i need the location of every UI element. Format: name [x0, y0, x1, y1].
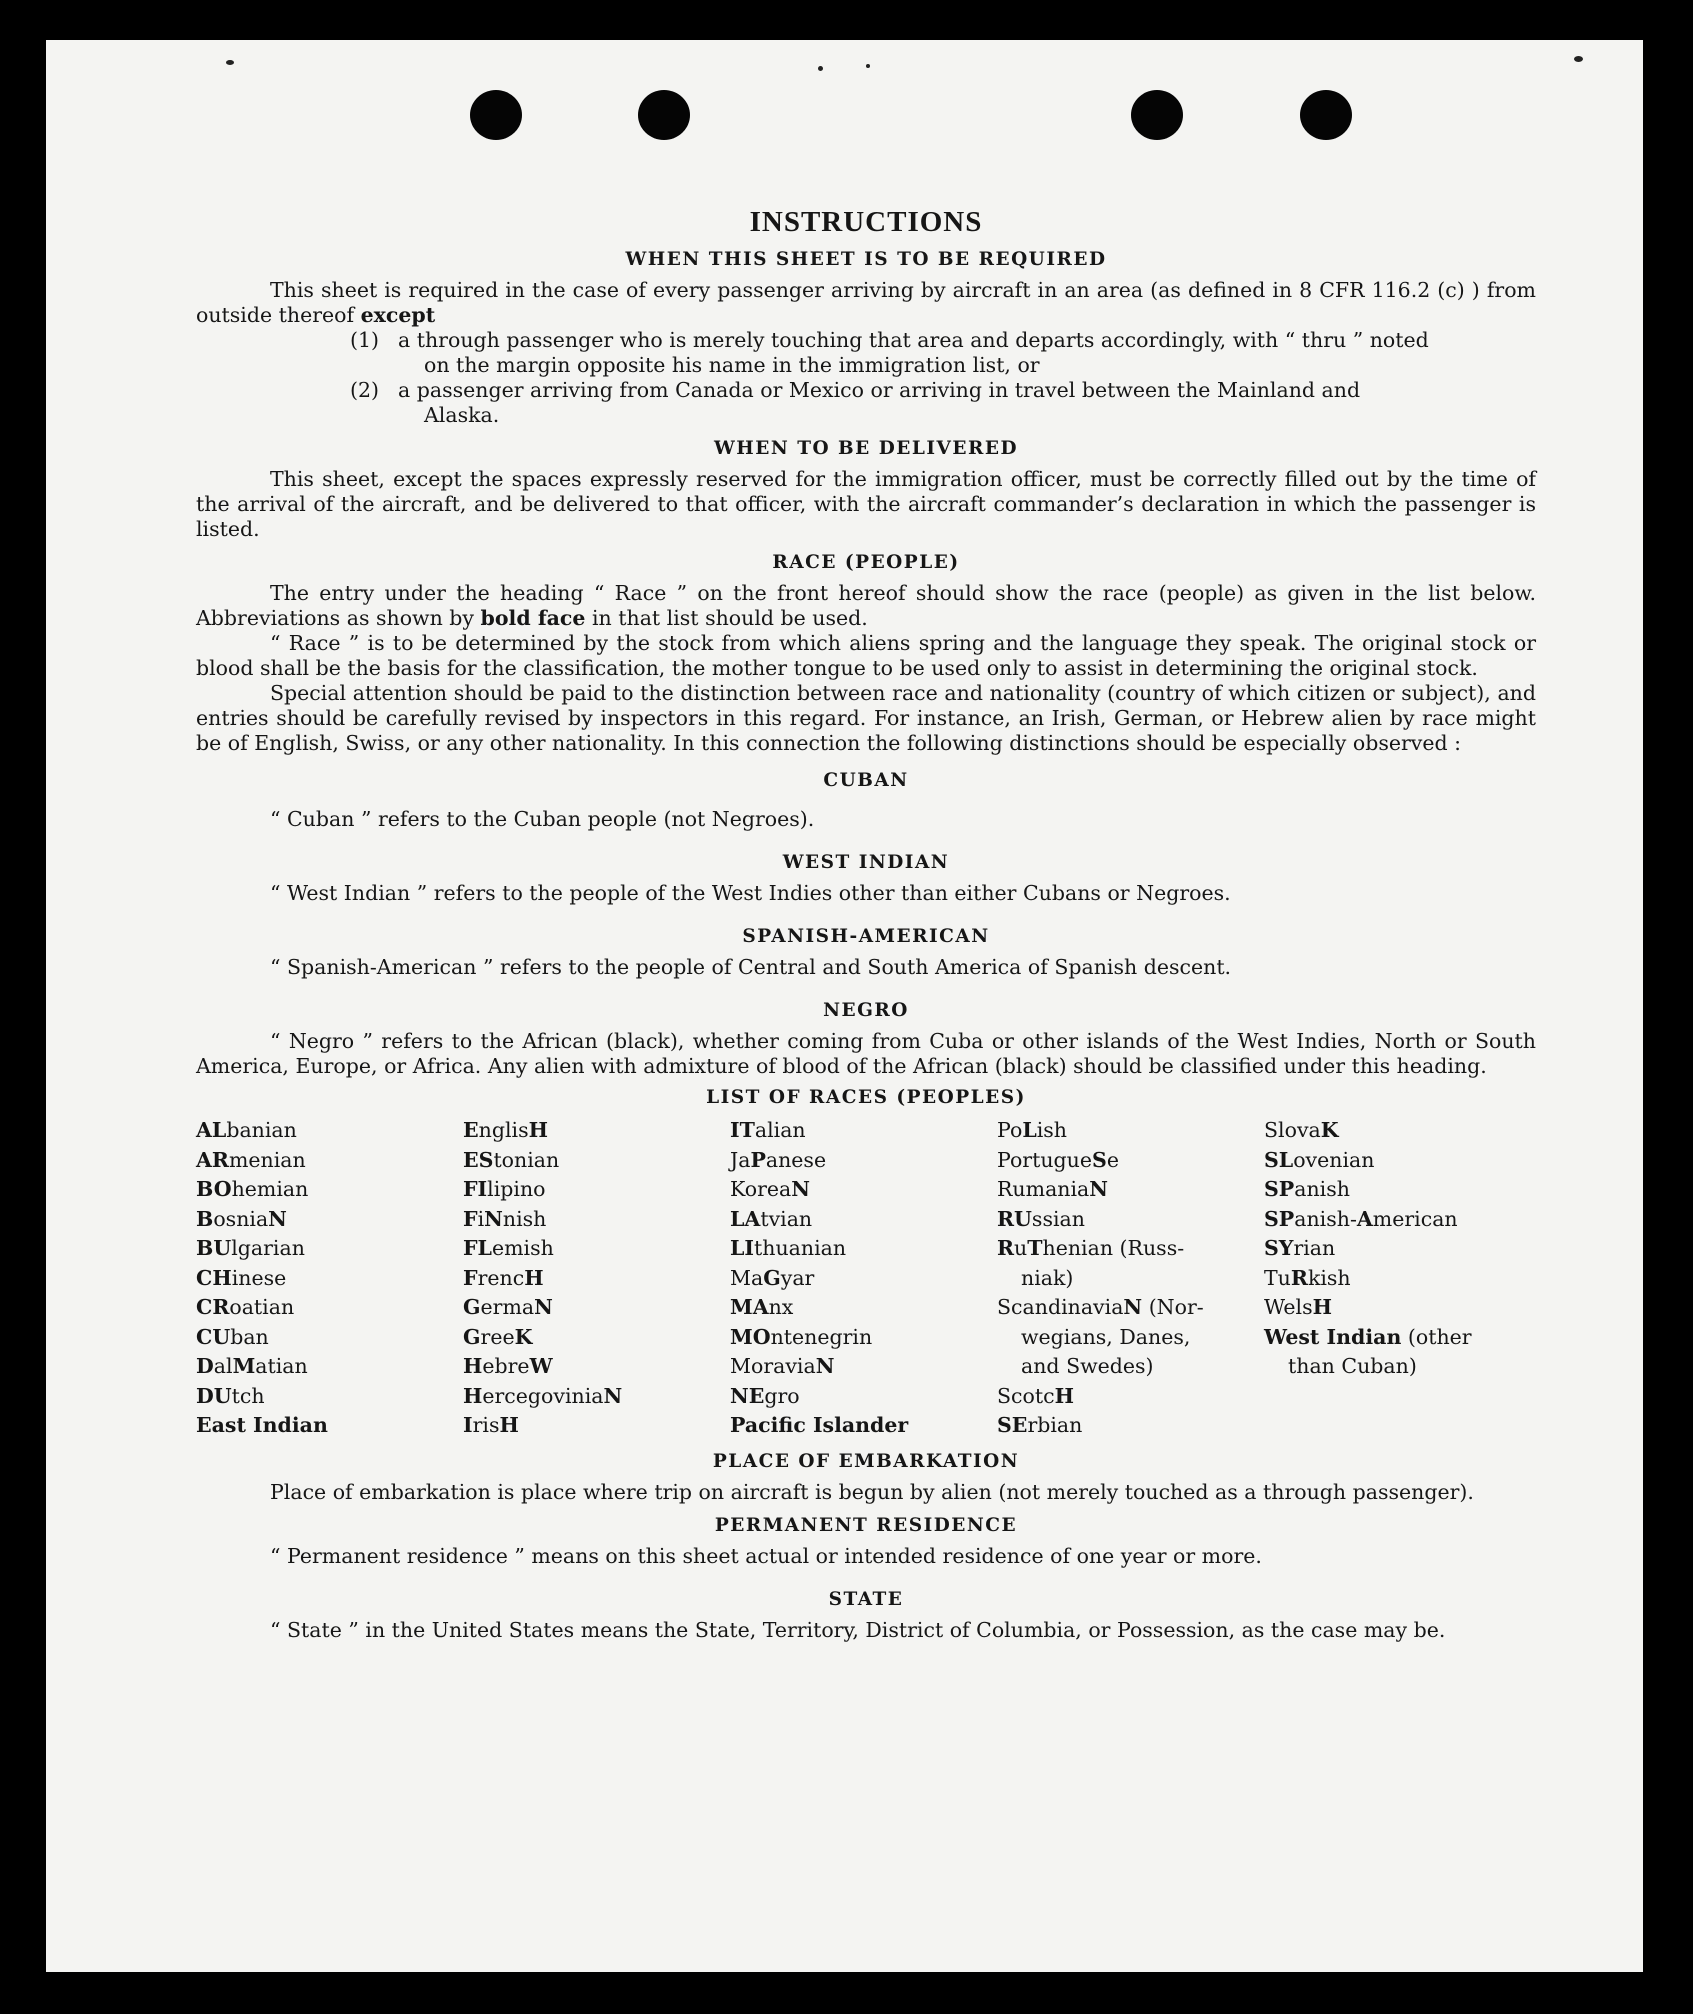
race-entry: RumaniaN — [997, 1177, 1109, 1201]
race-entry: LIthuanian — [730, 1236, 847, 1260]
race-entry: CRoatian — [196, 1295, 295, 1319]
race-entry: TuRkish — [1264, 1265, 1351, 1290]
paragraph: “ State ” in the United States means the State, Territory, District of Columbia, or Possession, as the case may be. — [270, 1617, 1446, 1642]
races-column — [1264, 1116, 1531, 1441]
race-entry: MaGyar — [730, 1265, 815, 1290]
paragraph: “ Permanent residence ” means on this sheet actual or intended residence of one year or more. — [270, 1543, 1262, 1568]
paragraph: Place of embarkation is place where trip on aircraft is begun by alien (not merely touched as a through passenger). — [270, 1479, 1474, 1504]
punch-hole — [638, 90, 690, 140]
race-entry: West Indian (other — [1264, 1324, 1472, 1349]
paragraph: This sheet, except the spaces expressly reserved for the immigration officer, must be correctly filled out by the time of the arrival of the aircraft, and be delivered to that officer, with the aircraft commander’s declaration in which the passenger is listed. — [196, 467, 1536, 541]
section-heading: RACE (PEOPLE) — [772, 552, 960, 573]
paragraph: “ Spanish-American ” refers to the people of Central and South America of Spanish descent. — [270, 955, 1232, 979]
race-entry: PoLish — [997, 1118, 1068, 1142]
race-entry-continued: wegians, Danes, — [1021, 1324, 1191, 1349]
race-entry: FrencH — [463, 1265, 544, 1290]
paragraph: This sheet is required in the case of every passenger arriving by aircraft in an area (as defined in 8 CFR 116.2 (c) ) from outside thereof except — [196, 278, 1536, 327]
race-entry: SErbian — [997, 1413, 1083, 1437]
race-entry: ITalian — [730, 1118, 806, 1142]
section-heading: WEST INDIAN — [782, 852, 950, 873]
race-entry: MAnx — [730, 1295, 794, 1319]
paragraph: “ West Indian ” refers to the people of the West Indies other than either Cubans or Negroes. — [270, 881, 1231, 905]
punch-hole — [470, 90, 522, 140]
race-entry: MoraviaN — [730, 1354, 835, 1378]
race-entry: ScotcH — [997, 1383, 1074, 1408]
race-entry: WelsH — [1264, 1295, 1332, 1319]
race-entry: ScandinaviaN (Nor- — [997, 1295, 1204, 1319]
speck — [1574, 56, 1583, 62]
race-entry: FiNnish — [463, 1206, 547, 1231]
races-column — [196, 1116, 463, 1441]
paragraph: The entry under the heading “ Race ” on the front hereof should show the race (people) as given in the list below. Abbreviations as shown by bold face in that list should be used. — [196, 581, 1536, 630]
race-entry: FLemish — [463, 1236, 554, 1260]
race-entry-continued: and Swedes) — [1021, 1354, 1154, 1378]
section-heading: WHEN THIS SHEET IS TO BE REQUIRED — [625, 249, 1107, 270]
section-heading: SPANISH-AMERICAN — [742, 926, 990, 947]
races-column — [463, 1116, 730, 1441]
race-entry: GreeK — [463, 1324, 533, 1349]
race-entry: CHinese — [196, 1265, 287, 1290]
race-entry: PortugueSe — [997, 1147, 1119, 1172]
race-entry: BOhemian — [196, 1177, 309, 1201]
race-entry: SLovenian — [1264, 1147, 1375, 1172]
race-entry: SPanish — [1264, 1177, 1350, 1201]
punch-hole — [1300, 90, 1352, 140]
paragraph: Special attention should be paid to the distinction between race and nationality (country of which citizen or subject), and entries should be carefully revised by inspectors in this regard. For instance, an Irish, German, or Hebrew alien by race might be of English, Swiss, or any other nationality. In this connection the following distinctions should be especially observed : — [196, 681, 1536, 755]
race-entry-continued: than Cuban) — [1288, 1354, 1417, 1378]
punch-hole — [1131, 90, 1183, 140]
race-entry: DalMatian — [196, 1354, 308, 1378]
race-entry: EStonian — [463, 1147, 560, 1172]
speck — [226, 60, 234, 65]
speck — [818, 66, 823, 71]
race-entry: JaPanese — [730, 1147, 827, 1172]
race-entry: NEgro — [730, 1383, 800, 1408]
race-entry: SPanish-American — [1264, 1206, 1458, 1231]
race-entry: RuThenian (Russ- — [997, 1236, 1185, 1260]
document-page — [46, 40, 1643, 1972]
section-heading: NEGRO — [823, 1000, 909, 1021]
race-entry: ARmenian — [196, 1147, 306, 1172]
list-item: (1) a through passenger who is merely touching that area and departs accordingly, with “ thru ” noted on the margin opposite his name in the immigration list, or — [350, 328, 1429, 377]
race-entry: EnglisH — [463, 1118, 548, 1142]
race-entry: LAtvian — [730, 1206, 813, 1231]
race-entry: BosniaN — [196, 1206, 287, 1231]
paragraph: “ Cuban ” refers to the Cuban people (not Negroes). — [270, 807, 815, 831]
race-entry: ALbanian — [196, 1118, 297, 1142]
race-entry: SlovaK — [1264, 1118, 1339, 1142]
races-column — [997, 1116, 1264, 1441]
section-heading: CUBAN — [823, 770, 909, 791]
section-heading: WHEN TO BE DELIVERED — [714, 438, 1018, 459]
paragraph: “ Negro ” refers to the African (black), whether coming from Cuba or other islands of the West Indies, North or South America, Europe, or Africa. Any alien with admixture of blood of the African (black) should be classified under this heading. — [196, 1029, 1536, 1078]
race-entry: DUtch — [196, 1383, 265, 1408]
race-entry: FIlipino — [463, 1177, 546, 1201]
paragraph: “ Race ” is to be determined by the stock from which aliens spring and the language they speak. The original stock or blood shall be the basis for the classification, the mother tongue to be used only to assist in determining the original stock. — [196, 631, 1536, 680]
instructions-content — [196, 160, 1536, 1643]
page-title: INSTRUCTIONS — [749, 206, 983, 238]
section-heading: STATE — [828, 1588, 904, 1610]
race-entry: BUlgarian — [196, 1236, 305, 1260]
section-heading: PLACE OF EMBARKATION — [712, 1450, 1020, 1472]
race-entry: IrisH — [463, 1413, 519, 1437]
race-entry: HercegoviniaN — [463, 1383, 623, 1408]
races-list — [196, 1116, 1536, 1441]
race-entry: SYrian — [1264, 1236, 1336, 1260]
speck — [866, 64, 870, 68]
race-entry: East Indian — [196, 1413, 328, 1437]
race-entry: Pacific Islander — [730, 1413, 909, 1437]
race-entry: KoreaN — [730, 1177, 811, 1201]
section-heading: LIST OF RACES (PEOPLES) — [706, 1087, 1026, 1108]
section-heading: PERMANENT RESIDENCE — [714, 1514, 1018, 1536]
race-entry: RUssian — [997, 1206, 1085, 1231]
race-entry: HebreW — [463, 1354, 553, 1378]
race-entry: GermaN — [463, 1295, 553, 1319]
list-item: (2) a passenger arriving from Canada or Mexico or arriving in travel between the Mainland and Alaska. — [350, 378, 1361, 427]
races-column — [730, 1116, 997, 1441]
race-entry-continued: niak) — [1021, 1265, 1074, 1290]
race-entry: MOntenegrin — [730, 1324, 873, 1349]
race-entry: CUban — [196, 1324, 269, 1349]
